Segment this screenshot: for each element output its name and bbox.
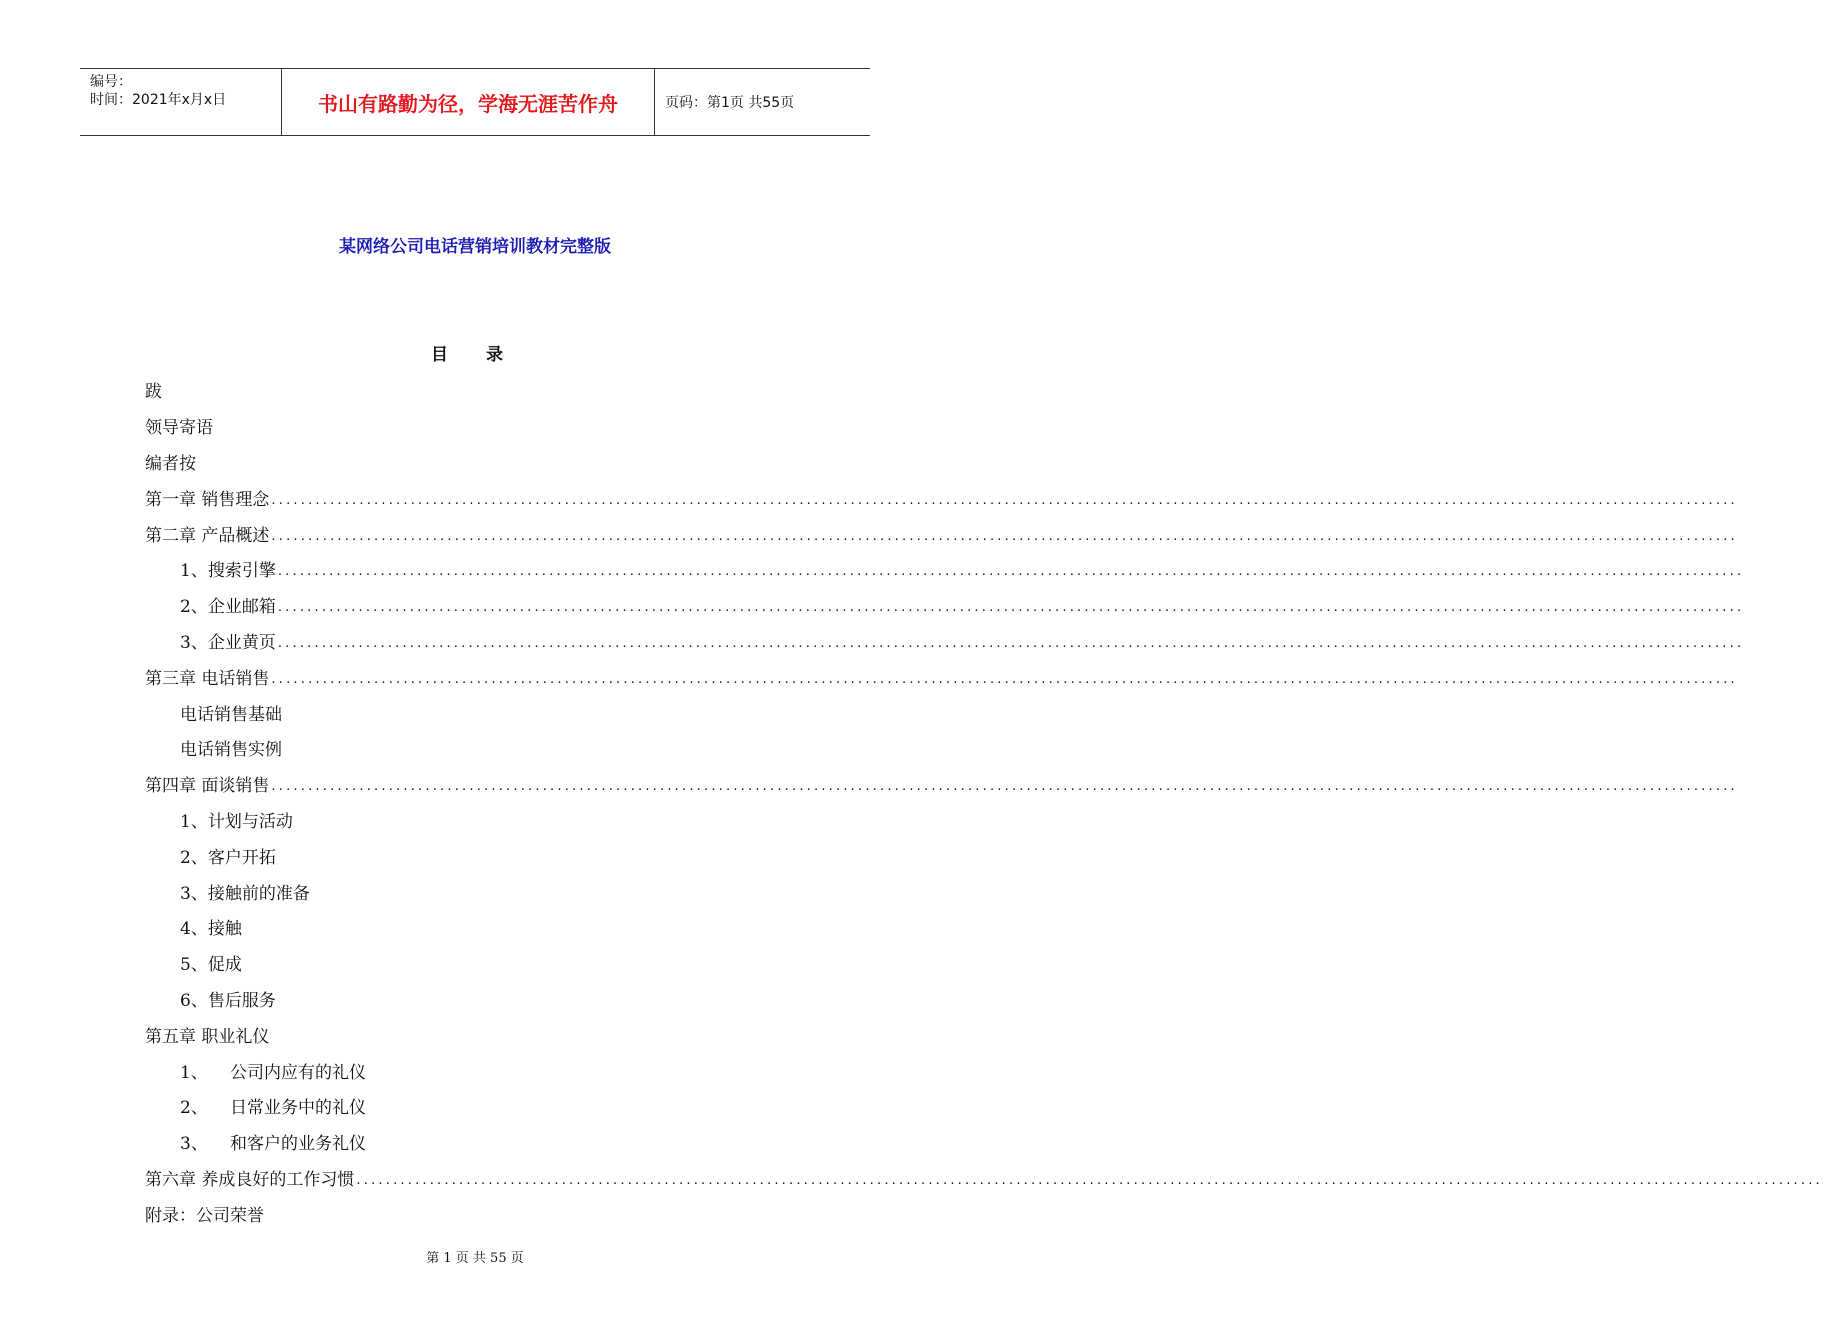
toc-entry[interactable]	[145, 766, 1738, 802]
toc-entry[interactable]	[145, 479, 1738, 515]
header-meta	[80, 69, 282, 135]
toc-entry-number: 2、	[180, 1098, 208, 1119]
toc-entry-label: 跋	[145, 382, 162, 403]
serial-label: 编号：	[90, 74, 132, 90]
toc-entry[interactable]	[145, 587, 1745, 623]
toc-entry[interactable]	[145, 1124, 858, 1160]
toc-entry-label: 电话销售基础	[180, 704, 282, 725]
toc-entry[interactable]	[145, 658, 1738, 694]
toc-entry-label: 第四章 面谈销售	[145, 776, 270, 797]
toc-entry[interactable]	[145, 1088, 858, 1124]
table-of-contents	[145, 372, 1823, 1231]
toc-entry[interactable]	[145, 372, 858, 408]
toc-entry[interactable]	[145, 1016, 858, 1052]
toc-entry[interactable]	[145, 1052, 858, 1088]
toc-entry[interactable]	[145, 1160, 1823, 1196]
toc-entry-label: 编者按	[145, 453, 196, 474]
toc-leader-dots: ........................................................................................................................................................................................................	[271, 492, 1738, 508]
time-label: 时间：2021年x月x日	[90, 92, 227, 108]
toc-entry-label: 5、促成	[180, 955, 242, 976]
toc-leader-dots: ........................................................................................................................................................................................................	[271, 671, 1738, 687]
toc-entry-label: 第二章 产品概述	[145, 525, 270, 546]
header-page-code: 页码：第1页 共55页	[665, 95, 795, 111]
toc-entry-label: 2、客户开拓	[180, 847, 276, 868]
toc-entry-label: 企业邮箱	[207, 597, 276, 618]
toc-entry[interactable]	[145, 802, 858, 838]
toc-entry[interactable]	[145, 1195, 858, 1231]
toc-entry[interactable]	[145, 873, 858, 909]
toc-heading: 目 录	[431, 345, 519, 365]
toc-entry[interactable]	[145, 694, 858, 730]
document-title: 某网络公司电话营销培训教材完整版	[339, 237, 611, 257]
toc-entry-label: 企业黄页	[207, 632, 276, 653]
toc-entry-label: 电话销售实例	[180, 740, 282, 761]
toc-entry-number: 3、	[180, 1134, 208, 1155]
page-header	[80, 68, 870, 136]
toc-entry[interactable]	[145, 837, 858, 873]
toc-entry-label: 4、接触	[180, 919, 242, 940]
toc-entry-number: 1、	[180, 1062, 208, 1083]
toc-entry[interactable]	[145, 730, 858, 766]
header-motto: 书山有路勤为径，学海无涯苦作舟	[282, 69, 655, 135]
toc-entry-label: 第三章 电话销售	[145, 668, 270, 689]
toc-entry-label: 1、计划与活动	[180, 811, 293, 832]
toc-entry[interactable]	[145, 623, 1745, 659]
toc-leader-dots: ........................................................................................................................................................................................................	[277, 635, 1745, 651]
toc-leader-dots: ........................................................................................................................................................................................................	[271, 779, 1738, 795]
toc-entry-label: 公司内应有的礼仪	[230, 1062, 366, 1083]
toc-entry-label: 6、售后服务	[180, 990, 276, 1011]
toc-entry-number: 2、	[180, 597, 208, 618]
toc-entry[interactable]	[145, 408, 858, 444]
toc-entry-label: 搜索引擎	[207, 561, 276, 582]
toc-entry-label: 日常业务中的礼仪	[230, 1098, 366, 1119]
toc-entry[interactable]	[145, 909, 858, 945]
toc-leader-dots: ........................................................................................................................................................................................................	[356, 1172, 1823, 1188]
toc-entry-label: 第六章 养成良好的工作习惯	[145, 1169, 355, 1190]
toc-entry-number: 1、	[180, 561, 208, 582]
toc-leader-dots: ........................................................................................................................................................................................................	[271, 528, 1738, 544]
page-footer: 第 1 页 共 55 页	[426, 1251, 524, 1266]
toc-entry-label: 第一章 销售理念	[145, 489, 270, 510]
toc-entry[interactable]	[145, 444, 858, 480]
toc-entry-label: 附录：公司荣誉	[145, 1205, 264, 1226]
toc-entry[interactable]	[145, 515, 1738, 551]
toc-entry-label: 和客户的业务礼仪	[230, 1134, 366, 1155]
toc-entry[interactable]	[145, 945, 858, 981]
toc-entry-label: 领导寄语	[145, 418, 213, 439]
toc-entry[interactable]	[145, 551, 1745, 587]
toc-entry[interactable]	[145, 981, 858, 1017]
toc-entry-number: 3、	[180, 632, 208, 653]
toc-entry-label: 第五章 职业礼仪	[145, 1026, 270, 1047]
toc-leader-dots: ........................................................................................................................................................................................................	[277, 600, 1745, 616]
toc-entry-label: 3、接触前的准备	[180, 883, 310, 904]
toc-leader-dots: ........................................................................................................................................................................................................	[277, 564, 1745, 580]
